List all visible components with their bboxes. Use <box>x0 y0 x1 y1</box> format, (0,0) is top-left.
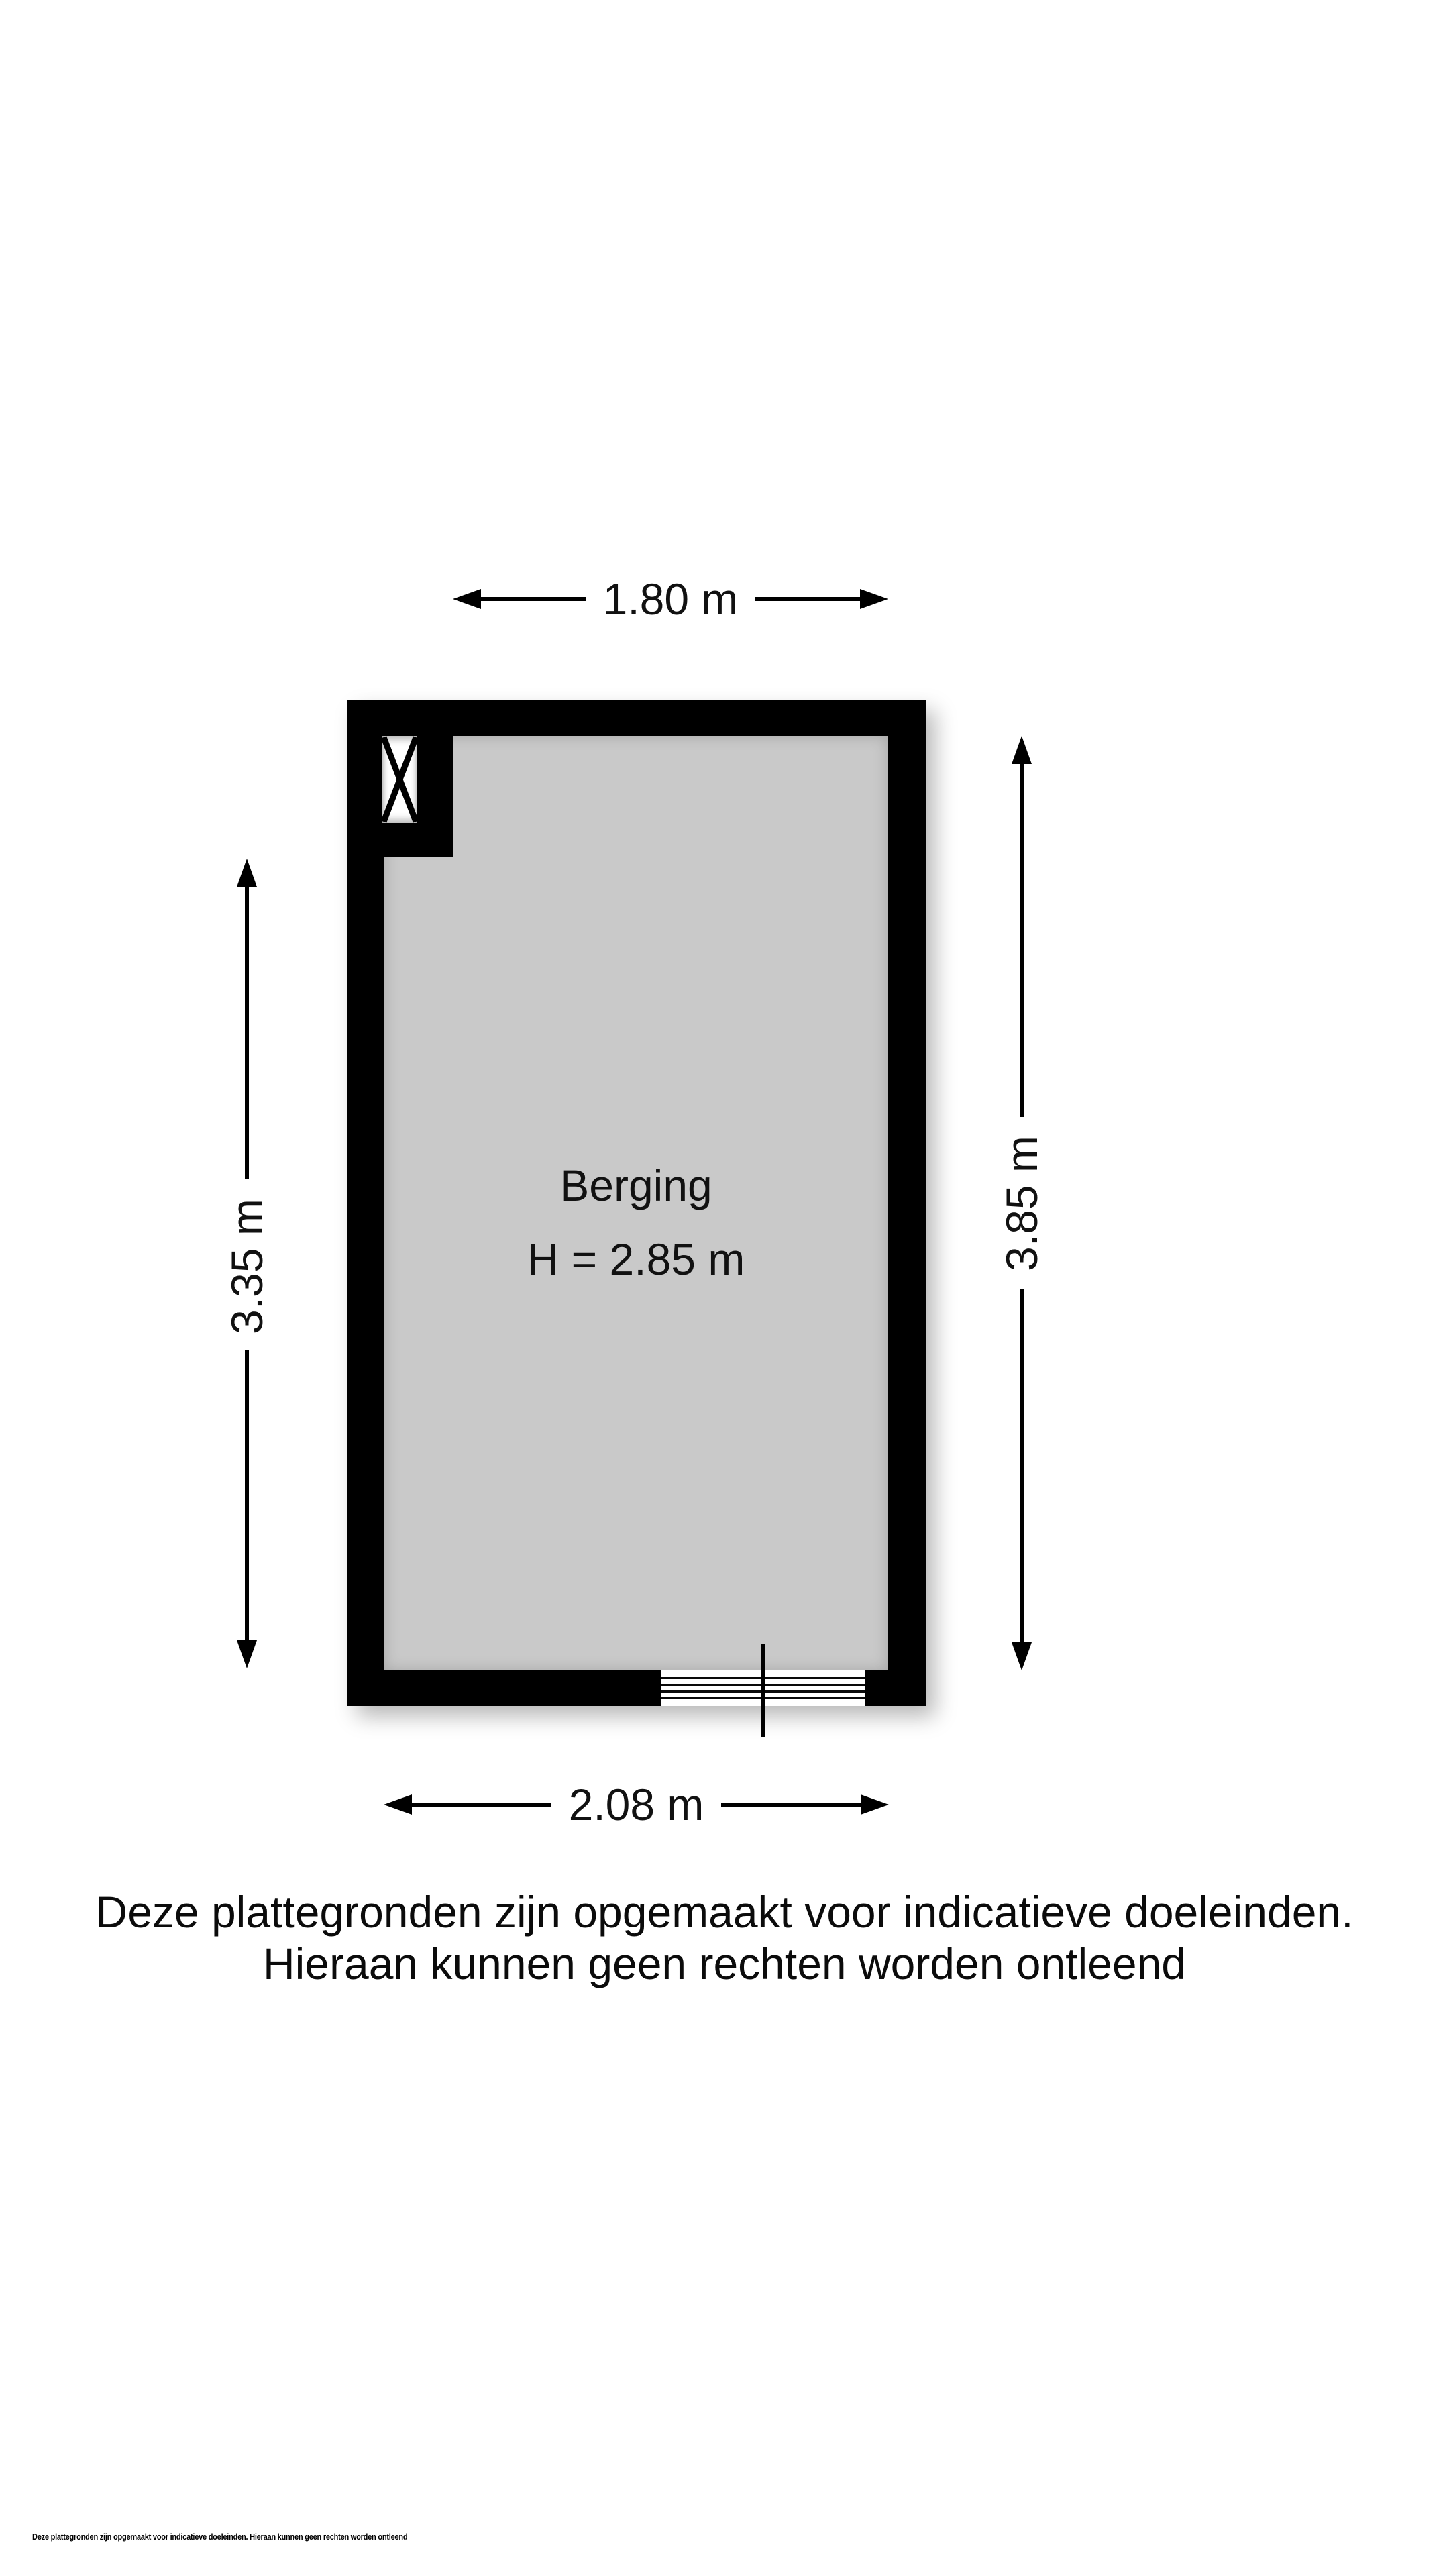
dimension-bottom <box>384 1778 889 1831</box>
dimension-line <box>755 597 860 601</box>
disclaimer-line2: Hieraan kunnen geen rechten worden ontleend <box>262 1939 1186 1988</box>
dimension-line <box>412 1803 551 1807</box>
arrowhead-down-icon <box>1012 1642 1032 1670</box>
dimension-line <box>245 1350 249 1647</box>
dimension-line <box>481 597 586 601</box>
arrowhead-right-icon <box>861 1794 889 1815</box>
window-cross-icon <box>382 736 417 823</box>
dimension-line <box>1020 757 1024 1117</box>
dimension-line <box>1020 1289 1024 1649</box>
room-ceiling-height: H = 2.85 m <box>527 1234 745 1284</box>
arrowhead-down-icon <box>237 1640 257 1668</box>
dimension-left-label: 3.35 m <box>222 1199 272 1334</box>
room-name: Berging <box>559 1161 712 1210</box>
disclaimer <box>0 1886 1449 1990</box>
arrowhead-left-icon <box>384 1794 412 1815</box>
arrowhead-left-icon <box>453 589 481 609</box>
dimension-right-label: 3.85 m <box>997 1136 1046 1271</box>
dimension-top <box>453 572 888 626</box>
dimension-line <box>245 880 249 1179</box>
arrowhead-right-icon <box>860 589 888 609</box>
disclaimer-line1: Deze plattegronden zijn opgemaakt voor indicatieve doeleinden. <box>95 1887 1354 1937</box>
window-icon <box>382 736 417 823</box>
footer-note: Deze plattegronden zijn opgemaakt voor indicatieve doeleinden. Hieraan kunnen geen rechten worden ontleend <box>32 2532 408 2542</box>
dimension-top-label: 1.80 m <box>602 574 739 624</box>
door-center-tick <box>761 1644 765 1737</box>
dimension-line <box>721 1803 861 1807</box>
dimension-bottom-label: 2.08 m <box>568 1780 704 1829</box>
room-label <box>435 1148 837 1296</box>
